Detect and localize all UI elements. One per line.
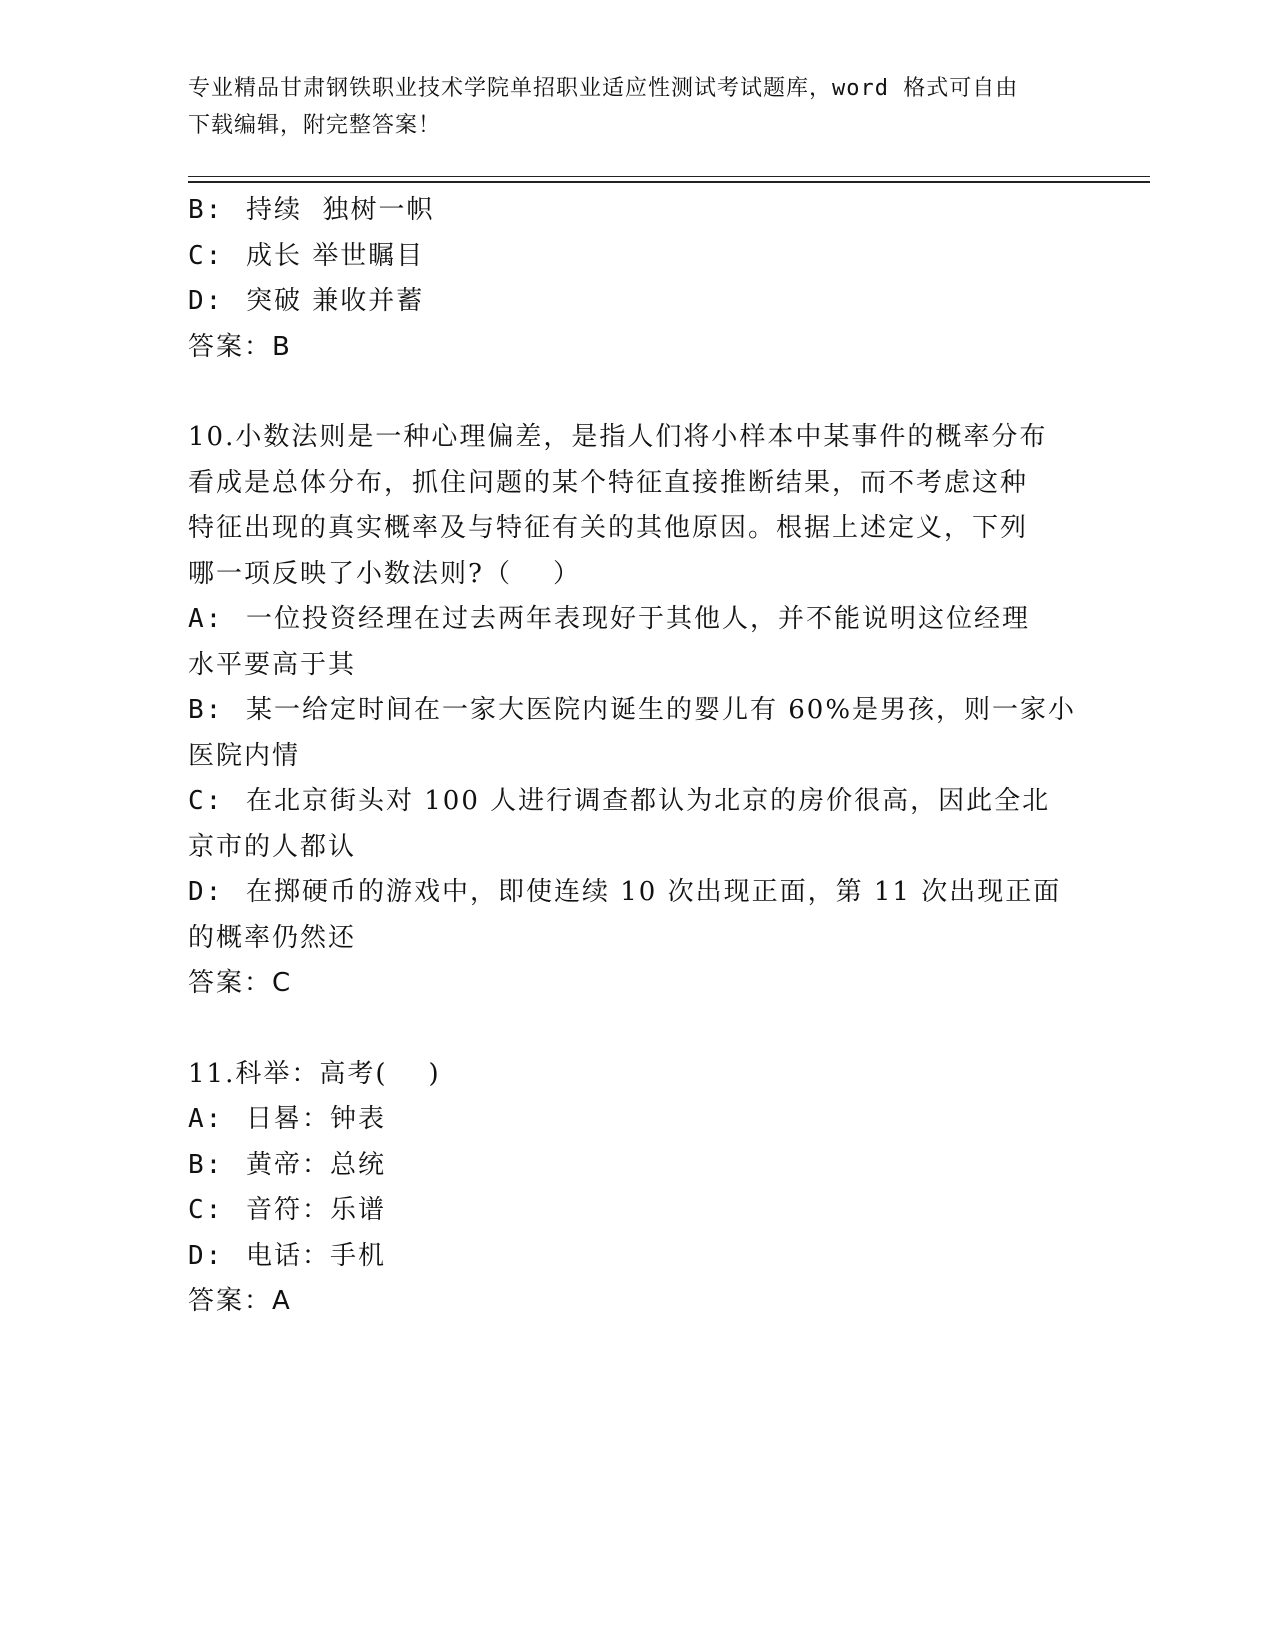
question-content <box>188 188 1078 1325</box>
question-stem-line: 哪一项反映了小数法则?（ ） <box>188 558 581 589</box>
option-label: A: <box>188 604 224 634</box>
option-text-continued: 医院内情 <box>188 740 301 771</box>
question-9 <box>188 188 1078 370</box>
spacer <box>188 1007 1078 1052</box>
option-text: 黄帝：总统 <box>246 1149 387 1180</box>
question-stem-line: 特征出现的真实概率及与特征有关的其他原因。根据上述定义，下列 <box>188 513 1029 543</box>
option-label: C: <box>188 786 224 816</box>
option-c <box>188 779 1078 870</box>
question-stem: 11.科举：高考( ) <box>188 1058 441 1089</box>
header-line-1: 专业精品甘肃钢铁职业技术学院单招职业适应性测试考试题库，word 格式可自由 <box>188 76 1019 101</box>
option-c <box>188 1188 1078 1234</box>
question-stem-line: 看成是总体分布，抓住问题的某个特征直接推断结果，而不考虑这种 <box>188 467 1029 498</box>
option-text: 日晷：钟表 <box>246 1104 387 1134</box>
option-text: 成长 举世瞩目 <box>246 240 425 271</box>
option-label: C: <box>188 240 224 271</box>
option-c <box>188 234 1078 280</box>
option-label: B: <box>188 695 224 725</box>
option-text-continued: 的概率仍然还 <box>188 922 357 953</box>
option-b <box>188 688 1078 779</box>
option-b <box>188 188 1078 234</box>
answer-line: 答案：B <box>188 331 292 362</box>
option-d <box>188 870 1078 961</box>
option-text: 突破 兼收并蓄 <box>246 286 425 316</box>
option-label: C: <box>188 1195 224 1225</box>
option-text: 持续 独树一帜 <box>246 195 435 225</box>
option-d <box>188 1234 1078 1280</box>
option-d <box>188 279 1078 325</box>
question-stem-line: 10.小数法则是一种心理偏差，是指人们将小样本中某事件的概率分布 <box>188 422 1048 452</box>
option-label: D: <box>188 1240 224 1271</box>
option-a <box>188 1097 1078 1143</box>
option-b <box>188 1143 1078 1189</box>
option-text: 电话：手机 <box>246 1240 387 1271</box>
option-text-continued: 京市的人都认 <box>188 831 357 862</box>
option-a <box>188 597 1078 688</box>
option-label: D: <box>188 877 224 907</box>
option-text-continued: 水平要高于其 <box>188 649 357 680</box>
option-label: B: <box>188 1149 224 1180</box>
header-divider-thin <box>188 176 1150 177</box>
option-label: A: <box>188 1104 224 1134</box>
answer-line: 答案：C <box>188 968 293 998</box>
option-text: 在北京街头对 100 人进行调查都认为北京的房价很高，因此全北 <box>246 786 1051 816</box>
option-text: 在掷硬币的游戏中，即使连续 10 次出现正面，第 11 次出现正面 <box>246 877 1062 907</box>
spacer <box>188 370 1078 415</box>
option-text: 音符：乐谱 <box>246 1195 387 1225</box>
document-header <box>188 70 1088 144</box>
option-label: B: <box>188 195 224 225</box>
header-line-2: 下载编辑，附完整答案！ <box>188 113 442 138</box>
question-10 <box>188 415 1078 1007</box>
header-divider-thick <box>188 181 1150 183</box>
option-label: D: <box>188 286 224 316</box>
option-text: 一位投资经理在过去两年表现好于其他人，并不能说明这位经理 <box>246 604 1031 634</box>
answer-line: 答案：A <box>188 1286 292 1316</box>
question-11 <box>188 1052 1078 1325</box>
option-text: 某一给定时间在一家大医院内诞生的婴儿有 60%是男孩，则一家小 <box>246 695 1077 725</box>
